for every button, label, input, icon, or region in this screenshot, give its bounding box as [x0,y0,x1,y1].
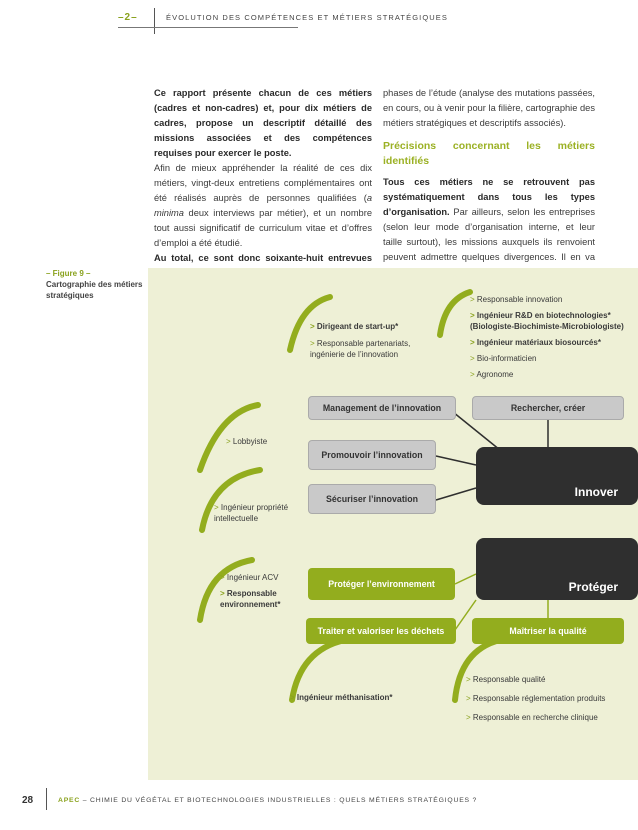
list-item: > Responsable partenariats, ingénierie de l’innovation [310,339,411,359]
section-subheading: Précisions concernant les métiers identifiés [383,140,595,167]
box-maitriser-qualite: Maîtriser la qualité [472,618,624,644]
box-rechercher-creer: Rechercher, créer [472,396,624,420]
box-proteger: Protéger [476,538,638,600]
footer-divider [46,788,47,810]
list-item: > Ingénieur R&D en biotechnologies* (Biologiste-Biochimiste-Microbiologiste) [470,311,624,331]
figure-label: – Figure 9 – [46,269,91,278]
group-promouvoir-items [226,436,306,447]
box-innover: Innover [476,447,638,505]
box-securiser-innovation: Sécuriser l’innovation [308,484,436,514]
paragraph: Tous ces métiers ne se retrouvent pas systématiquement dans tous les types d’organisation. Par ailleurs, selon les entreprises (selon leur mode d’organisation interne, et leur taille surtout), les missions auxquels ils renvoient peuvent admettre quelques divergences. Il en va [383,177,595,262]
group-environnement-items [220,572,306,610]
paragraph: phases de l’étude (analyse des mutations passées, en cours, ou à venir pour la filière, cartographie des métiers stratégiques et descriptifs associés). [383,88,595,128]
footer-text: APEC – CHIMIE DU VÉGÉTAL ET BIOTECHNOLOGIES INDUSTRIELLES : QUELS MÉTIERS STRATÉGIQUES ? [58,797,478,804]
list-item: > Lobbyiste [226,437,268,446]
list-item: > Responsable environnement* [220,589,281,609]
list-item: > Responsable qualité [466,675,546,684]
chapter-number: –2– [118,12,138,23]
list-item: > Ingénieur méthanisation* [290,693,393,702]
box-promouvoir-innovation: Promouvoir l’innovation [308,440,436,470]
paragraph: Ce rapport présente chacun de ces métiers (cadres et non-cadres) et, pour dix métiers de cadres, propose un descriptif détaillé des missions associées et des compétences requises pour exercer le poste. [154,88,372,158]
box-traiter-dechets: Traiter et valoriser les déchets [306,618,456,644]
running-title: ÉVOLUTION DES COMPÉTENCES ET MÉTIERS STRATÉGIQUES [166,13,448,22]
group-securiser-items [214,502,304,524]
list-item: > Responsable innovation [470,295,563,304]
page-number: 28 [22,795,34,806]
list-item: > Responsable réglementation produits [466,694,606,703]
list-item: > Bio-informaticien [470,354,537,363]
paragraph: Afin de mieux appréhender la réalité de ces dix métiers, vingt-deux entretiens complémentaires ont été réalisés auprès de personnes qualifiées (a minima deux interviews par métier), et un nombre tout aussi significatif de curriculum vitae et d’offres d’emploi a été étudié. [154,163,372,248]
group-dechets-items [290,692,430,703]
list-item: > Responsable en recherche clinique [466,713,598,722]
paragraph: Au total, ce sont donc soixante-huit entrevues [154,251,372,281]
list-item: > Dirigeant de start-up* [310,322,399,331]
list-item: > Agronome [470,370,514,379]
group-rechercher-items [470,294,635,380]
list-item: > Ingénieur ACV [220,573,279,582]
group-management-items [310,321,430,360]
figure-title: Cartographie des métiers stratégiques [46,280,143,300]
box-management-innovation: Management de l’innovation [308,396,456,420]
list-item: > Ingénieur matériaux biosourcés* [470,338,601,347]
list-item: > Ingénieur propriété intellectuelle [214,503,289,523]
box-proteger-environnement: Protéger l’environnement [308,568,455,600]
group-qualite-items [466,674,636,723]
